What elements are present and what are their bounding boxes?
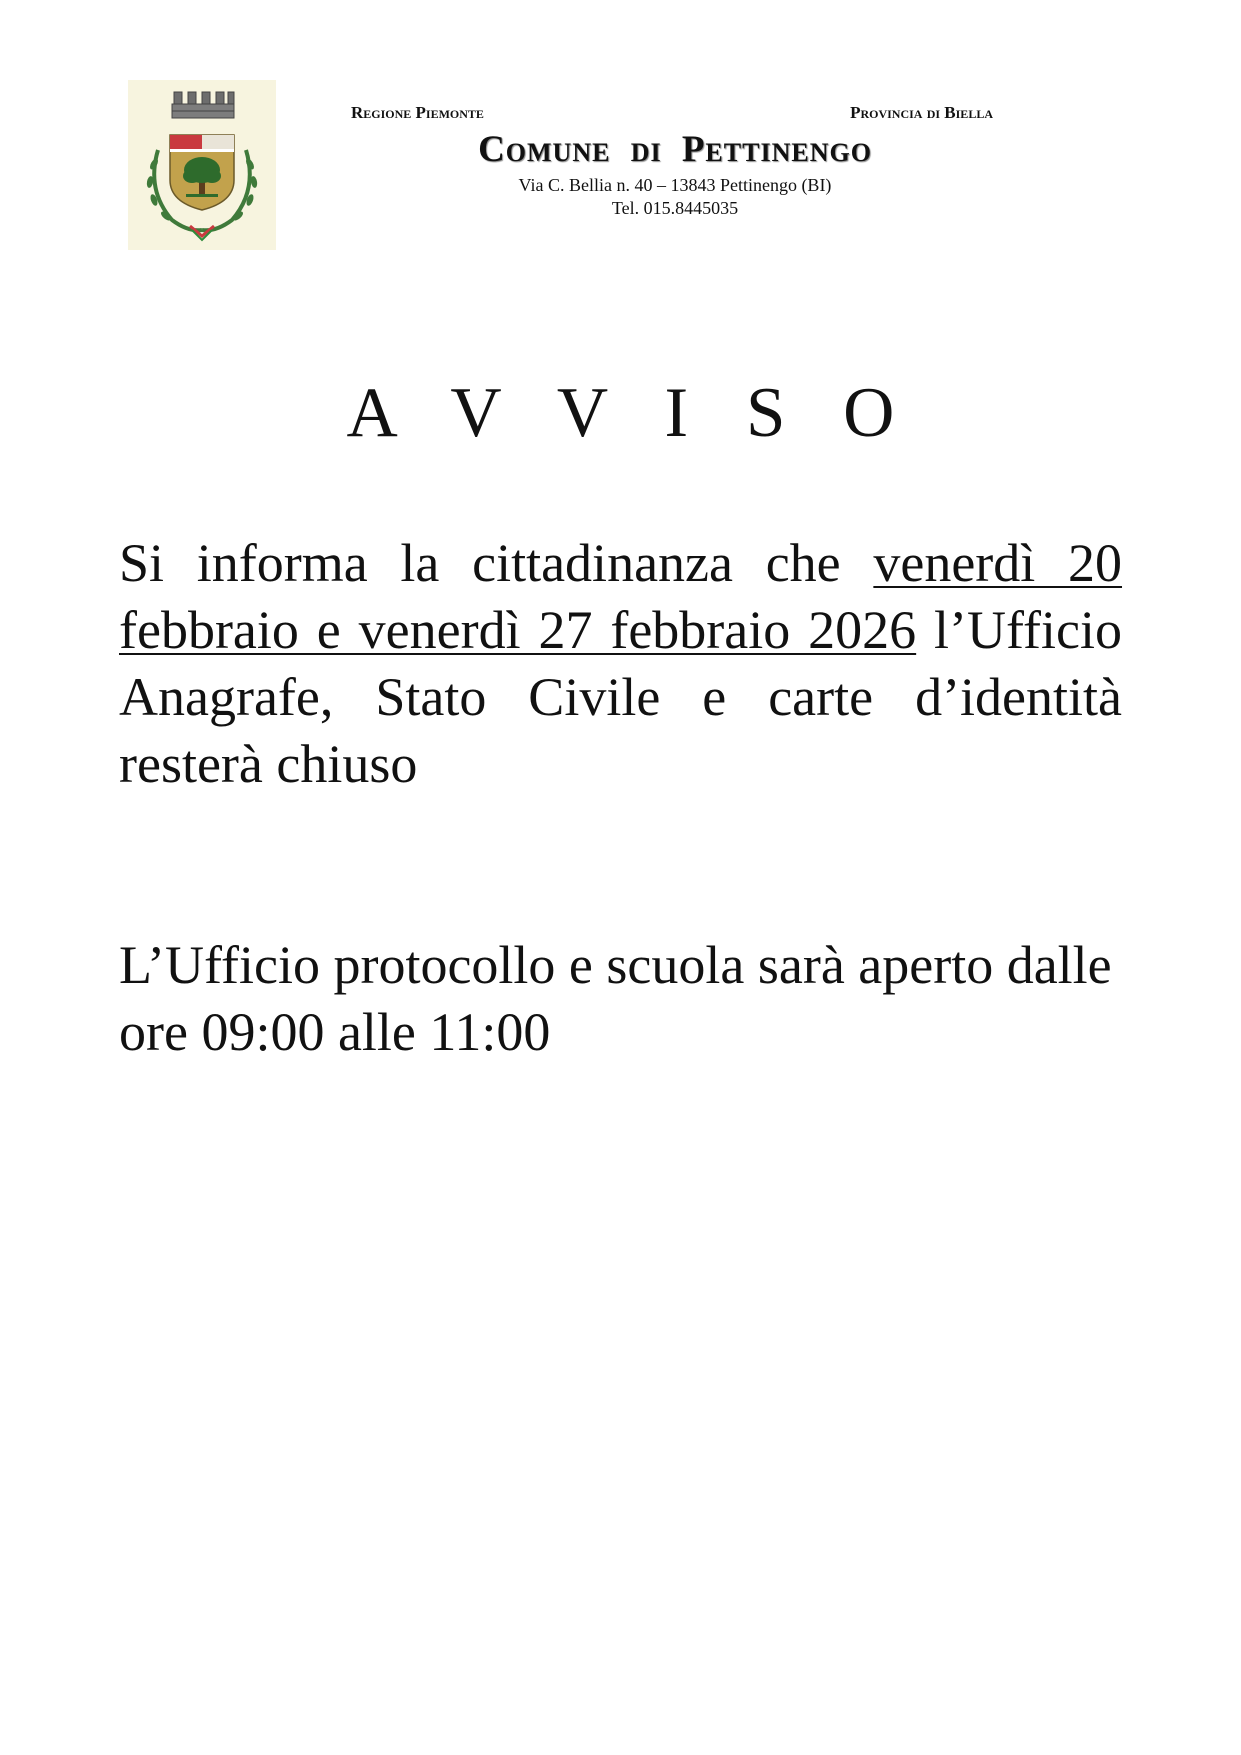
header-comune-title: Comune di Pettinengo xyxy=(478,129,872,170)
closure-rest-text: l’Ufficio Anagrafe, Stato Civile e carte d’identità resterà chiuso xyxy=(119,600,1122,794)
notice-paragraph-closure xyxy=(119,530,1122,798)
notice-title: A V V I S O xyxy=(346,374,915,452)
notice-paragraph-opening-hours: L’Ufficio protocollo e scuola sarà aperto dalle ore 09:00 alle 11:00 xyxy=(119,935,1112,1062)
closure-dates-text: venerdì 20 febbraio e venerdì 27 febbraio 2026 xyxy=(119,533,1123,660)
header-provincia: Provincia di Biella xyxy=(850,103,993,122)
header-region: Regione Piemonte xyxy=(351,103,484,122)
header-address: Via C. Bellia n. 40 – 13843 Pettinengo (BI) xyxy=(518,175,832,195)
coat-of-arms-icon xyxy=(128,80,276,250)
closure-intro-text: Si informa la cittadinanza che xyxy=(119,533,874,593)
header-telephone: Tel. 015.8445035 xyxy=(611,198,739,218)
